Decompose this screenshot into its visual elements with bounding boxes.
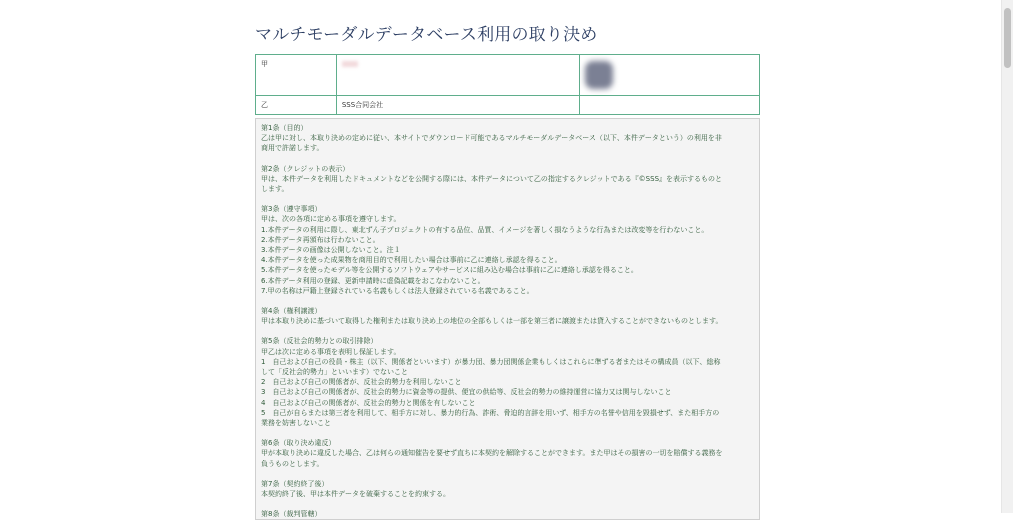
agreement-content bbox=[255, 0, 760, 519]
article-heading: 第1条（目的） bbox=[261, 124, 308, 132]
terms-body bbox=[256, 119, 759, 520]
article bbox=[261, 336, 754, 428]
article-heading: 第2条（クレジットの表示） bbox=[261, 164, 350, 173]
page-scrollbar[interactable] bbox=[1001, 0, 1013, 513]
article-text: 甲が本取り決めに違反した場合、乙は何らの通知催告を要せず直ちに本契約を解除することができます。また甲はその損害の一切を賠償する義務を bbox=[261, 449, 723, 458]
party-seal-otsu bbox=[580, 96, 760, 115]
article-text: 甲は、本件データを利用したドキュメントなどを公開する際には、本件データについて乙の指定するクレジットである『©SSS』を表示するものと bbox=[261, 174, 723, 183]
article-heading: 第5条（反社会的勢力との取引排除） bbox=[261, 337, 378, 346]
article-text: 6.本件データ利用の登録、更新申請時に虚偽記載をおこなわないこと。 bbox=[261, 276, 485, 285]
article-text: 業務を妨害しないこと bbox=[261, 419, 331, 428]
article-text: 1 自己および自己の役員・株主（以下、関係者といいます）が暴力団、暴力団関係企業もしくはこれらに準ずる者またはその構成員（以下、総称 bbox=[261, 357, 721, 366]
article-text: 甲乙は次に定める事項を表明し保証します。 bbox=[261, 347, 401, 356]
article-text: 5.本件データを使ったモデル等を公開するソフトウェアやサービスに組み込む場合は事前に乙に連絡し承認を得ること。 bbox=[261, 266, 638, 275]
article-text: 3.本件データの画像は公開しないこと。注１ bbox=[261, 246, 401, 255]
article-heading: 第7条（契約終了後） bbox=[261, 479, 329, 488]
page-title: マルチモーダルデータベース利用の取り決め bbox=[255, 25, 598, 45]
article bbox=[261, 164, 754, 195]
party-name-otsu: SSS合同会社 bbox=[336, 96, 579, 115]
article bbox=[261, 306, 754, 326]
article-heading: 第8条（裁判管轄） bbox=[261, 510, 322, 519]
party-seal-kou-redacted bbox=[580, 55, 760, 96]
party-row-otsu bbox=[256, 96, 760, 115]
article-heading: 第3条（遵守事項） bbox=[261, 205, 322, 214]
article-text: 甲は本取り決めに基づいて取得した権利または取り決め上の地位の全部もしくは一部を第三者に譲渡または貸入することができないものとします。 bbox=[261, 317, 723, 326]
article-text: 5 自己が自らまたは第三者を利用して、相手方に対し、暴力的行為、詐術、脅迫的言辞を用いず、相手方の名誉や信用を毀損せず、また相手方の bbox=[261, 408, 720, 417]
party-label-otsu: 乙 bbox=[256, 96, 337, 115]
scrollbar-thumb[interactable] bbox=[1004, 8, 1011, 68]
terms-textbox[interactable] bbox=[255, 118, 760, 520]
party-label-kou: 甲 bbox=[256, 55, 337, 96]
article-heading: 第4条（権利譲渡） bbox=[261, 307, 322, 316]
party-name-kou-redacted bbox=[336, 55, 579, 96]
article bbox=[261, 479, 754, 499]
article-text: 乙は甲に対し、本取り決めの定めに従い、本サイトでダウンロード可能であるマルチモーダルデータベース（以下、本件データという）の利用を非 bbox=[261, 134, 722, 143]
article-heading: 第6条（取り決め違反） bbox=[261, 439, 336, 448]
article-text: 甲は、次の各項に定める事項を遵守します。 bbox=[261, 215, 401, 224]
article-text: 1.本件データの利用に際し、東北ずん子プロジェクトの有する品位、品質、イメージを著しく損なうような行為または改変等を行わないこと。 bbox=[261, 225, 709, 234]
redacted-seal bbox=[585, 61, 613, 89]
article-text: 4.本件データを使った成果物を商用目的で利用したい場合は事前に乙に連絡し承認を得ること。 bbox=[261, 256, 562, 265]
article-text: 負うものとします。 bbox=[261, 459, 324, 468]
article-text: します。 bbox=[261, 185, 289, 194]
article-text: 商用で許諾します。 bbox=[261, 144, 324, 153]
article-text: 2.本件データ再頒布は行わないこと。 bbox=[261, 235, 380, 244]
article bbox=[261, 438, 754, 469]
party-table bbox=[255, 54, 760, 115]
article bbox=[261, 123, 754, 154]
article-text: 4 自己および自己の関係者が、反社会的勢力と関係を有しないこと bbox=[261, 398, 476, 407]
article-text: して「反社会的勢力」といいます）でないこと bbox=[261, 368, 408, 377]
party-row-kou bbox=[256, 55, 760, 96]
article-text: 2 自己および自己の関係者が、反社会的勢力を利用しないこと bbox=[261, 378, 462, 387]
article bbox=[261, 509, 754, 519]
article-text: 本契約終了後、甲は本件データを破棄することを約束する。 bbox=[261, 490, 450, 499]
article bbox=[261, 204, 754, 296]
article-text: 3 自己および自己の関係者が、反社会的勢力に資金等の提供、便宜の供給等、反社会的勢力の維持運営に協力又は関与しないこと bbox=[261, 388, 672, 397]
article-text: 7.甲の名称は戸籍上登録されている名義もしくは法人登録されている名義であること。 bbox=[261, 286, 534, 295]
redacted-name bbox=[342, 61, 358, 67]
